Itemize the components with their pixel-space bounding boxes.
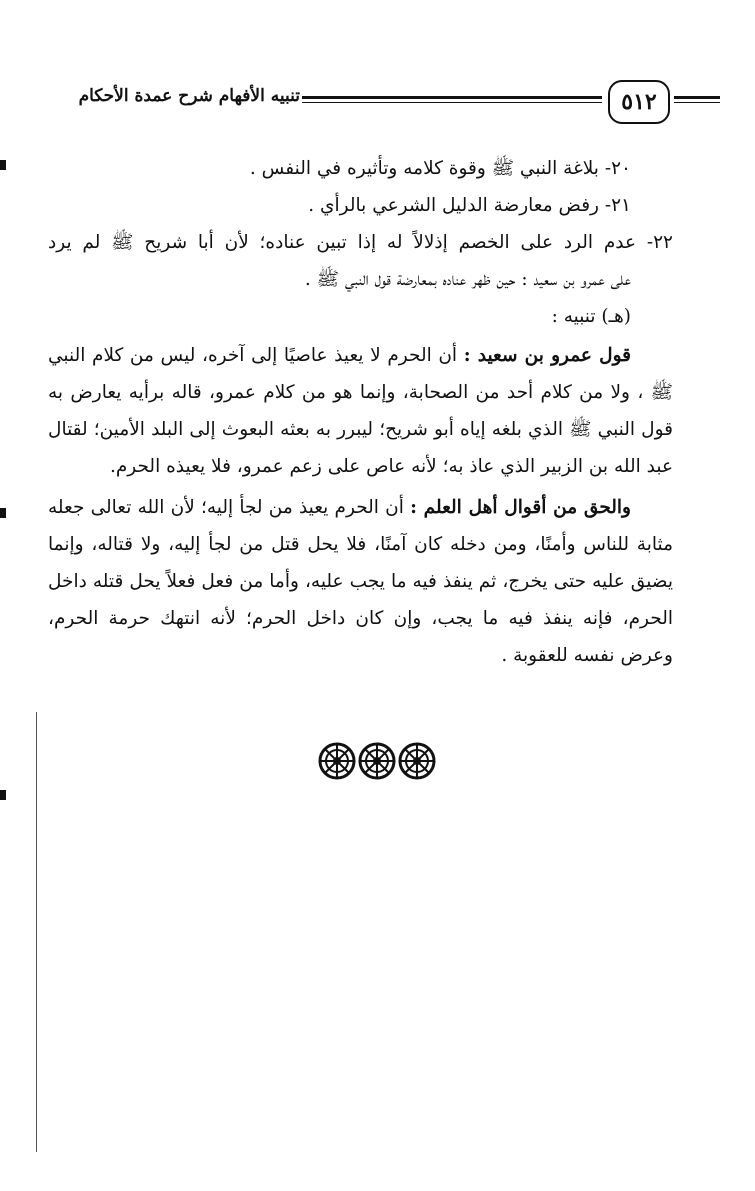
list-item-number: ٢١- [604,195,631,216]
list-item [48,150,673,187]
list-item-text: عدم الرد على الخصم إذلالاً له إذا تبين عناده؛ لأن أبا شريح ﷺ لم يرد [48,232,637,253]
header-rule-right [674,96,720,103]
paragraph-lead: قول عمرو بن سعيد : [463,345,631,366]
section-ornament [318,742,436,782]
paragraph-text: أن الحرم يعيذ من لجأ إليه؛ لأن الله تعالى جعله مثابة للناس وأمنًا، ومن دخله كان آمنًا، فلا يحل قتل من لجأ إليه، ولا قتاله، وإنما يضيق عليه حتى يخرج، ثم ينفذ فيه ما يجب عليه، وأما من فعل فعلاً يحل قتله داخل الحرم، فإنه ينفذ فيه ما يجب، وإن كان داخل الحرم؛ لأنه انتهك حرمة الحرم، وعرض نفسه للعقوبة . [48,497,673,666]
margin-rule [36,712,37,1152]
paragraph [48,337,673,485]
floral-ornament-icon [398,742,436,780]
margin-mark [0,508,6,518]
floral-ornament-icon [318,742,356,780]
list-item-number: ٢٠- [604,158,631,179]
page-header [40,80,720,130]
paragraph-text: أن الحرم لا يعيذ عاصيًا إلى آخره، ليس من كلام النبي ﷺ ، ولا من كلام أحد من الصحابة، وإنما هو من كلام عمرو، قاله برأيه يعارض به قول النبي ﷺ الذي بلغه إياه أبو شريح؛ ليبرر به بعثه البعوث إلى البلد الأمين؛ لقتال عبد الله بن الزبير الذي عاذ به؛ لأنه عاص على زعم عمرو، فلا يعيذه الحرم. [48,345,673,477]
list-item-text: رفض معارضة الدليل الشرعي بالرأي . [308,195,599,216]
page-content [48,150,673,674]
paragraph-lead: والحق من أقوال أهل العلم : [410,497,631,518]
list-item [48,224,673,261]
margin-mark [0,160,6,170]
list-item [48,187,673,224]
floral-ornament-icon [358,742,396,780]
note-heading: (هـ) تنبيه : [551,306,631,327]
list-item-number: ٢٢- [646,232,673,253]
paragraph [48,489,673,674]
list-item-text: بلاغة النبي ﷺ وقوة كلامه وتأثيره في النفس . [249,158,599,179]
page-number: ٥١٢ [608,80,670,124]
header-rule-left [302,96,602,103]
list-item-continuation: على عمرو بن سعيد : حين ظهر عناده بمعارضة قول النبي ﷺ . [304,269,631,290]
margin-mark [0,790,6,800]
book-title: تنبيه الأفهام شرح عمدة الأحكام [78,86,300,106]
